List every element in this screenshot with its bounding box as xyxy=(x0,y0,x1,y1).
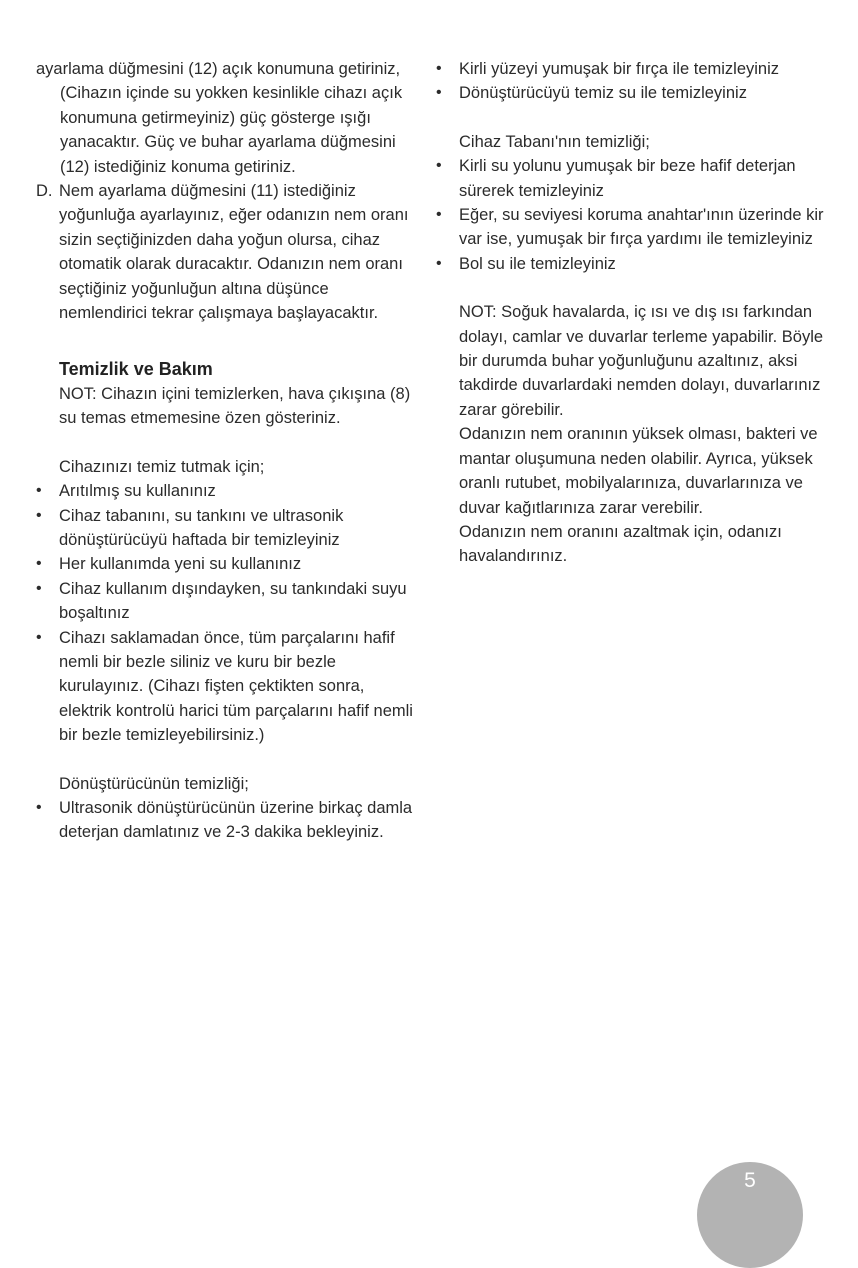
ventilation-text: Odanızın nem oranını azaltmak için, odanızı havalandırınız. xyxy=(459,522,782,566)
list-item: • Kirli su yolunu yumuşak bir beze hafif deterjan sürerek temizleyiniz xyxy=(436,154,836,203)
section-title: Temizlik ve Bakım xyxy=(59,359,213,380)
cleaning-note: NOT: Cihazın içini temizlerken, hava çıkışına (8) su temas etmemesine özen gösteriniz. xyxy=(59,384,411,428)
list-item: • Her kullanımda yeni su kullanınız xyxy=(36,552,416,576)
list-item: • Cihaz kullanım dışındayken, su tankındaki suyu boşaltınız xyxy=(36,577,416,626)
list-item: • Arıtılmış su kullanınız xyxy=(36,479,416,503)
left-column xyxy=(36,57,416,845)
item-letter: D. xyxy=(36,182,53,201)
bullet-icon: • xyxy=(36,628,42,646)
bullet-icon: • xyxy=(36,482,42,500)
item-text: Nem ayarlama düğmesini (11) istediğiniz yoğunluğa ayarlayınız, eğer odanızın nem oranı sizin seçtiğinizden daha yoğun olursa, cihaz otomatik olarak duracaktır. Odanızın nem oranı seçtiğiniz yoğunluğun altına düşünce nemlendirici tekrar çalışmaya başlayacaktır. xyxy=(59,182,409,323)
list-item: • Ultrasonik dönüştürücünün üzerine birkaç damla deterjan damlatınız ve 2-3 dakika bekleyiniz. xyxy=(36,796,416,845)
base-intro: Cihaz Tabanı'nın temizliği; xyxy=(459,132,650,151)
bullet-icon: • xyxy=(36,579,42,597)
humidity-risk-text: Odanızın nem oranının yüksek olması, bakteri ve mantar oluşumuna neden olabilir. Ayrıca, yüksek oranlı rutubet, mobilyalarınıza, duvarlarınıza ve duvar kağıtlarınıza zarar verebilir. xyxy=(459,425,818,517)
page-number: 5 xyxy=(744,1169,756,1192)
list-item: • Kirli yüzeyi yumuşak bir fırça ile temizleyiniz xyxy=(436,57,836,81)
humidity-note: NOT: Soğuk havalarda, iç ısı ve dış ısı farkından dolayı, camlar ve duvarlar terleme yapabilir. Böyle bir durumda buhar yoğunluğunu azaltınız, aksi takdirde duvarlardaki nemden dolayı, duvarlarınız zarar görebilir. xyxy=(459,303,824,419)
bullet-icon: • xyxy=(436,206,442,224)
base-bullet-list xyxy=(436,154,836,276)
clean-bullet-list xyxy=(36,479,416,747)
bullet-icon: • xyxy=(36,555,42,573)
continued-instruction: ayarlama düğmesini (12) açık konumuna getiriniz, (Cihazın içinde su yokken kesinlikle cihazı açık konumuna getirmeyiniz) güç gösterge ışığı yanacaktır. Güç ve buhar ayarlama düğmesini (12) istediğiniz konuma getiriniz. xyxy=(36,60,403,176)
list-item: • Bol su ile temizleyiniz xyxy=(436,252,836,276)
list-item: • Dönüştürücüyü temiz su ile temizleyiniz xyxy=(436,81,836,105)
bullet-icon: • xyxy=(436,157,442,175)
right-column xyxy=(436,57,836,569)
clean-intro: Cihazınızı temiz tutmak için; xyxy=(59,457,265,476)
bullet-icon: • xyxy=(36,506,42,524)
transducer-intro: Dönüştürücünün temizliği; xyxy=(59,774,249,793)
bullet-icon: • xyxy=(436,84,442,102)
list-item: • Eğer, su seviyesi koruma anahtar'ının üzerinde kir var ise, yumuşak bir fırça yardımı ile temizleyiniz xyxy=(436,203,836,252)
instruction-item-d xyxy=(36,179,416,325)
bullet-icon: • xyxy=(436,60,442,77)
transducer-bullet-list xyxy=(36,796,416,845)
list-item: • Cihazı saklamadan önce, tüm parçalarını hafif nemli bir bezle siliniz ve kuru bir bezle kurulayınız. (Cihazı fişten çektikten sonra, elektrik kontrolü harici tüm parçalarını hafif nemli bir bezle temizleyebilirsiniz.) xyxy=(36,626,416,748)
list-item: • Cihaz tabanını, su tankını ve ultrasonik dönüştürücüyü haftada bir temizleyiniz xyxy=(36,504,416,553)
transducer-steps-list xyxy=(436,57,836,106)
bullet-icon: • xyxy=(436,254,442,272)
page-number-badge xyxy=(697,1162,803,1268)
bullet-icon: • xyxy=(36,798,42,816)
